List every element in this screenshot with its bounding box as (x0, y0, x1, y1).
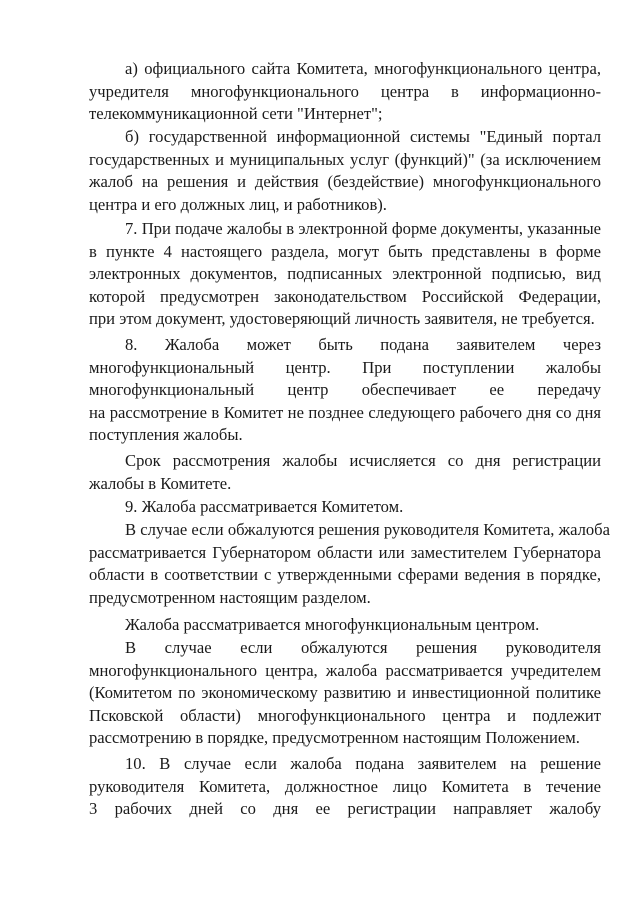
text-line: телекоммуникационной сети "Интернет"; (89, 104, 383, 124)
text-line: рассматривается Губернатором области или заместителем Губернатора (89, 542, 601, 562)
text-line: области в соответствии с утвержденными сферами ведения в порядке, (89, 565, 601, 585)
text-line: учредителя многофункционального центра в информационно- (89, 81, 601, 101)
text-line: 10. В случае если жалоба подана заявителем на решение (125, 754, 601, 773)
text-line: Жалоба рассматривается многофункциональным центром. (125, 615, 540, 634)
text-line: на рассмотрение в Комитет не позднее следующего рабочего дня со дня (89, 402, 601, 422)
text-line: многофункциональный центр. При поступлении жалобы (89, 357, 601, 377)
text-line: государственных и муниципальных услуг (функций)" (за исключением (89, 149, 601, 169)
text-line: предусмотренном настоящим разделом. (89, 587, 371, 607)
paragraph-7 (89, 218, 601, 331)
text-line: при этом документ, удостоверяющий личность заявителя, не требуется. (89, 309, 595, 329)
text-line: электронных документов, подписанных электронной подписью, вид (89, 264, 601, 284)
paragraph-b (89, 126, 601, 216)
text-line: В случае если обжалуются решения руководителя (125, 638, 601, 657)
text-line: которой предусмотрен законодательством Российской Федерации, (89, 286, 601, 306)
text-line: в пункте 4 настоящего раздела, могут быть представлены в форме (89, 241, 601, 261)
text-line: рассмотрению в порядке, предусмотренном настоящим Положением. (89, 728, 580, 748)
text-line: б) государственной информационной системы "Единый портал (125, 127, 601, 146)
text-line: 8. Жалоба может быть подана заявителем через (125, 335, 601, 354)
paragraph-9 (89, 496, 601, 519)
paragraph-8 (89, 334, 601, 447)
text-line: Срок рассмотрения жалобы исчисляется со дня регистрации (125, 451, 601, 470)
text-line: 3 рабочих дней со дня ее регистрации направляет жалобу (89, 799, 601, 819)
text-line: Псковской области) многофункционального центра и подлежит (89, 705, 601, 725)
paragraph-9-founder (89, 637, 601, 750)
paragraph-a (89, 58, 601, 126)
text-line: многофункциональный центр обеспечивает ее передачу (89, 380, 601, 400)
text-line: руководителя Комитета, должностное лицо Комитета в течение (89, 776, 601, 796)
text-line: В случае если обжалуются решения руководителя Комитета, жалоба (125, 520, 610, 539)
text-line: жалобы в Комитете. (89, 473, 232, 493)
text-line: 7. При подаче жалобы в электронной форме документы, указанные (125, 219, 601, 238)
text-line: (Комитетом по экономическому развитию и инвестиционной политике (89, 683, 601, 703)
text-line: многофункционального центра, жалоба рассматривается учредителем (89, 660, 601, 680)
text-line: 9. Жалоба рассматривается Комитетом. (125, 497, 404, 516)
text-line: центра и его должных лиц, и работников). (89, 194, 387, 214)
paragraph-9-governor (89, 519, 610, 609)
text-line: поступления жалобы. (89, 425, 243, 445)
paragraph-9-mfc (89, 614, 601, 637)
text-line: а) официального сайта Комитета, многофункционального центра, (125, 59, 601, 78)
paragraph-10 (89, 753, 601, 821)
paragraph-8-term (89, 450, 601, 495)
text-line: жалоб на решения и действия (бездействие) многофункционального (89, 172, 601, 192)
